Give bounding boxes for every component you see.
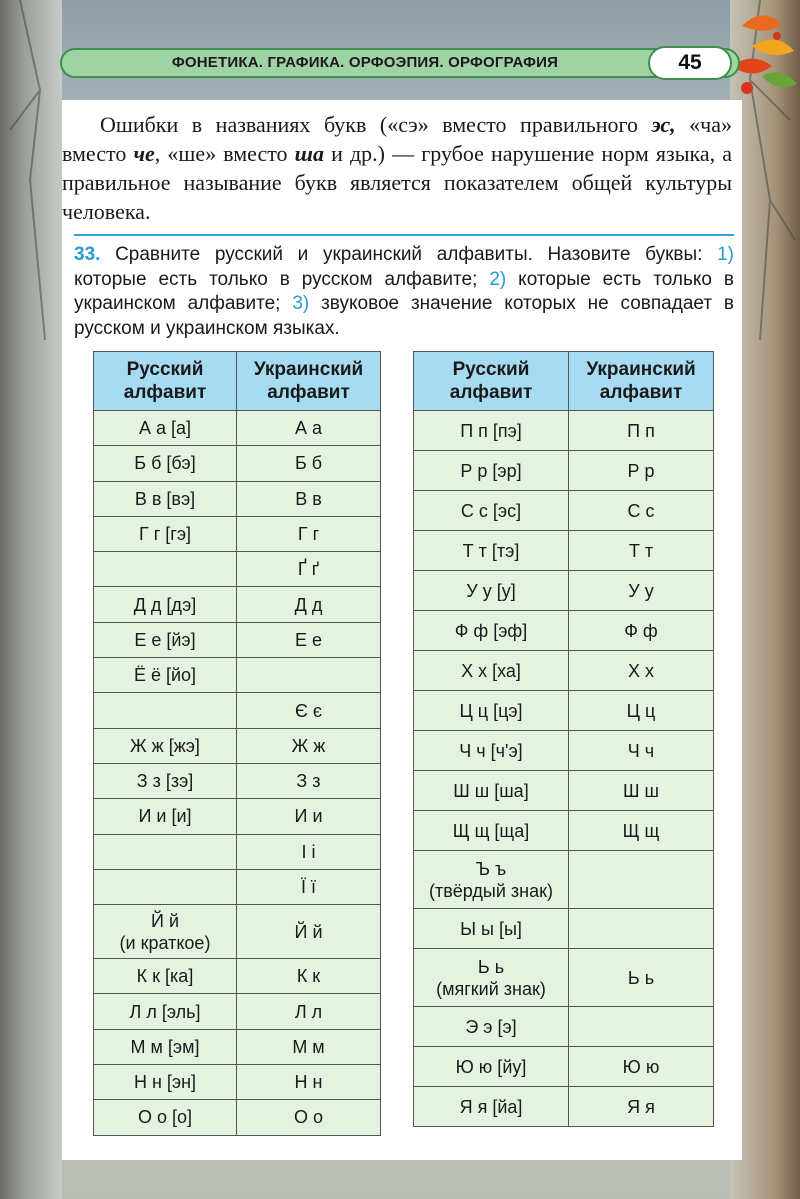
ukrainian-letter-cell — [237, 799, 381, 834]
russian-letter-cell — [94, 834, 237, 869]
task-marker: 1) — [717, 244, 734, 265]
ukrainian-letter-cell — [237, 658, 381, 693]
russian-letter-cell — [94, 905, 237, 959]
russian-letter: К к [ка] — [136, 966, 194, 987]
ukrainian-letter-cell — [237, 622, 381, 657]
task-marker: 3) — [292, 293, 310, 314]
table-row — [414, 851, 714, 909]
table-row — [94, 693, 381, 728]
table-row — [414, 1087, 714, 1127]
table-row — [414, 491, 714, 531]
ukrainian-letter-cell — [569, 851, 714, 909]
russian-letter: Я я [йа] — [459, 1096, 523, 1117]
alphabet-table-right — [413, 351, 714, 1127]
divider-line — [74, 234, 734, 236]
ukrainian-letter-cell — [569, 731, 714, 771]
russian-letter-cell — [94, 516, 237, 551]
russian-letter-cell — [414, 451, 569, 491]
ukrainian-letter-cell — [237, 411, 381, 446]
ukrainian-letter-cell — [569, 1007, 714, 1047]
russian-letter: Р р [эр] — [460, 460, 522, 481]
ukrainian-letter: Ї ї — [300, 877, 316, 897]
russian-letter-cell — [94, 622, 237, 657]
russian-letter: П п [пэ] — [460, 420, 522, 441]
ukrainian-letter-cell — [237, 905, 381, 959]
table-row — [94, 763, 381, 798]
ukrainian-letter-cell — [237, 552, 381, 587]
ukrainian-letter: З з — [296, 771, 321, 792]
ukrainian-letter-cell — [569, 811, 714, 851]
table-row — [414, 731, 714, 771]
ukrainian-letter: Я я — [627, 1096, 655, 1117]
ukrainian-letter-cell — [237, 1100, 381, 1135]
ukrainian-letter: Ж ж — [291, 735, 326, 756]
ukrainian-letter-cell — [237, 516, 381, 551]
russian-letter-cell — [94, 869, 237, 904]
ukrainian-letter-cell — [237, 587, 381, 622]
ukrainian-letter-cell — [237, 1029, 381, 1064]
ukrainian-letter-cell — [569, 1087, 714, 1127]
russian-letter-cell — [414, 731, 569, 771]
table-row — [414, 1047, 714, 1087]
ukrainian-letter-cell — [237, 481, 381, 516]
russian-letter-cell — [414, 691, 569, 731]
russian-letter: И и [и] — [138, 806, 192, 827]
russian-letter: Ё ё [йо] — [133, 665, 197, 686]
table-row — [94, 446, 381, 481]
ukrainian-letter: О о — [293, 1107, 323, 1128]
russian-letter-cell — [94, 1065, 237, 1100]
table-row — [94, 799, 381, 834]
ukrainian-letter-cell — [237, 959, 381, 994]
exercise-text: которые есть только в русском алфавите; — [74, 268, 490, 290]
russian-letter: Ц ц [цэ] — [459, 700, 523, 721]
ukrainian-letter-cell — [237, 763, 381, 798]
russian-letter: У у [у] — [466, 580, 516, 601]
table-row — [94, 481, 381, 516]
letter-note: (и краткое) — [119, 932, 211, 953]
russian-letter-cell — [94, 959, 237, 994]
ukrainian-letter: И и — [294, 806, 323, 827]
russian-letter: Л л [эль] — [129, 1001, 201, 1022]
russian-letter-cell — [94, 799, 237, 834]
ukrainian-letter: П п — [627, 420, 655, 441]
russian-letter: Ъ ъ — [475, 858, 507, 879]
russian-letter: Д д [дэ] — [133, 594, 197, 615]
russian-letter-cell — [94, 728, 237, 763]
russian-letter: Ч ч [ч'э] — [459, 740, 523, 761]
page-number: 45 — [648, 46, 732, 80]
russian-letter-cell — [94, 1100, 237, 1135]
ukrainian-letter-cell — [569, 909, 714, 949]
russian-letter-cell — [414, 909, 569, 949]
russian-letter: Х х [ха] — [461, 660, 521, 681]
table-row — [414, 771, 714, 811]
ukrainian-letter: Ґ ґ — [297, 559, 320, 580]
ukrainian-letter-cell — [569, 611, 714, 651]
ukrainian-letter-cell — [569, 411, 714, 451]
exercise-text: звуковое значение которых не совпадает в русском и украинском языках. — [74, 293, 734, 339]
russian-letter-cell — [94, 481, 237, 516]
russian-letter-cell — [94, 411, 237, 446]
ukrainian-letter-cell — [569, 491, 714, 531]
exercise-33 — [74, 243, 734, 341]
table-row — [94, 1100, 381, 1135]
russian-letter: Ж ж [жэ] — [130, 735, 200, 756]
russian-letter-cell — [94, 1029, 237, 1064]
russian-letter: Н н [эн] — [133, 1072, 197, 1093]
header-label: Украинский — [586, 359, 696, 380]
ukrainian-letter-cell — [237, 834, 381, 869]
ukrainian-letter: У у — [628, 580, 654, 601]
exercise-text: которые есть только в украинском алфавите; — [74, 268, 734, 314]
ukrainian-letter: Ь ь — [627, 967, 655, 988]
ukrainian-letter: Н н — [294, 1072, 323, 1093]
table-row — [94, 959, 381, 994]
ukrainian-letter: Е е — [294, 629, 323, 650]
russian-letter-cell — [414, 1007, 569, 1047]
ukrainian-letter: Г г — [297, 524, 320, 545]
ukrainian-letter: Ф ф — [624, 620, 658, 641]
russian-letter-cell — [414, 811, 569, 851]
table-row — [94, 869, 381, 904]
section-title: ФОНЕТИКА. ГРАФИКА. ОРФОЭПИЯ. ОРФОГРАФИЯ — [171, 54, 559, 71]
russian-letter-cell — [414, 949, 569, 1007]
rule-emphasis: ша — [294, 141, 324, 166]
header-russian — [94, 352, 237, 411]
letter-note: (мягкий знак) — [436, 978, 546, 999]
ukrainian-letter-cell — [237, 994, 381, 1029]
ukrainian-letter: Л л — [294, 1001, 323, 1022]
russian-letter: Ф ф [эф] — [454, 620, 528, 641]
ukrainian-letter: Є є — [294, 700, 323, 721]
ukrainian-letter-cell — [569, 771, 714, 811]
ukrainian-letter: Х х — [627, 660, 654, 681]
ukrainian-letter: Ч ч — [627, 740, 655, 761]
russian-letter-cell — [94, 446, 237, 481]
header-label: алфавит — [599, 382, 683, 403]
ukrainian-letter-cell — [237, 1065, 381, 1100]
russian-letter-cell — [414, 531, 569, 571]
ukrainian-letter: А а — [294, 418, 323, 439]
table-row — [414, 571, 714, 611]
russian-letter-cell — [414, 851, 569, 909]
russian-letter-cell — [414, 651, 569, 691]
ukrainian-letter-cell — [569, 949, 714, 1007]
table-row — [414, 1007, 714, 1047]
exercise-number: 33. — [74, 244, 101, 265]
russian-letter: Э э [э] — [465, 1016, 517, 1037]
ukrainian-letter: Ю ю — [622, 1056, 660, 1077]
ukrainian-letter-cell — [237, 869, 381, 904]
russian-letter-cell — [414, 571, 569, 611]
russian-letter: Й й — [151, 910, 179, 931]
header-ukrainian — [569, 352, 714, 411]
table-row — [414, 909, 714, 949]
table-row — [94, 658, 381, 693]
header-label: алфавит — [267, 382, 350, 403]
russian-letter-cell — [414, 491, 569, 531]
rule-text-part: , «ше» вместо — [154, 141, 295, 166]
rule-text-part: Ошибки в названиях букв («сэ» вместо правильного — [100, 112, 652, 137]
table-row — [94, 552, 381, 587]
russian-letter: Г г [гэ] — [138, 524, 192, 545]
ukrainian-letter: Ц ц — [626, 700, 656, 721]
ukrainian-letter-cell — [569, 1047, 714, 1087]
header-label: алфавит — [449, 382, 533, 403]
russian-letter-cell — [414, 771, 569, 811]
exercise-text: Сравните русский и украинский алфавиты. Назовите буквы: — [100, 244, 718, 265]
table-row — [414, 531, 714, 571]
table-row — [94, 411, 381, 446]
table-row — [414, 611, 714, 651]
russian-letter-cell — [414, 411, 569, 451]
ukrainian-letter-cell — [237, 446, 381, 481]
russian-letter-cell — [94, 693, 237, 728]
russian-letter-cell — [94, 587, 237, 622]
russian-letter: Б б [бэ] — [134, 453, 196, 474]
table-row — [94, 587, 381, 622]
russian-letter: Ы ы [ы] — [460, 918, 522, 939]
russian-letter-cell — [414, 1087, 569, 1127]
table-row — [94, 905, 381, 959]
header-label: Украинский — [253, 359, 364, 380]
russian-letter: З з [зэ] — [136, 771, 194, 792]
table-row — [94, 622, 381, 657]
header-label: Русский — [126, 359, 204, 380]
rule-emphasis: че — [133, 141, 155, 166]
russian-letter: А а [а] — [138, 418, 192, 439]
table-row — [94, 834, 381, 869]
ukrainian-letter: Ш ш — [623, 780, 659, 801]
table-row — [414, 651, 714, 691]
rule-text-part: «ча» вместо — [62, 112, 732, 166]
letter-note: (твёрдый знак) — [429, 880, 553, 901]
table-row — [414, 451, 714, 491]
russian-letter: Ь ь — [477, 956, 505, 977]
ukrainian-letter: Т т — [628, 540, 654, 561]
russian-letter: С с [эс] — [460, 500, 522, 521]
russian-letter: Щ щ [ща] — [452, 820, 530, 841]
ukrainian-letter: К к — [296, 966, 321, 987]
ukrainian-letter: М м — [292, 1036, 325, 1057]
header-ukrainian — [237, 352, 381, 411]
ukrainian-letter: Д д — [294, 594, 323, 615]
header-russian — [414, 352, 569, 411]
table-row — [414, 411, 714, 451]
ukrainian-letter-cell — [237, 693, 381, 728]
russian-letter: Т т [тэ] — [462, 540, 520, 561]
russian-letter: Ю ю [йу] — [455, 1056, 527, 1077]
russian-letter-cell — [94, 994, 237, 1029]
task-marker: 2) — [489, 268, 507, 290]
ukrainian-letter-cell — [569, 571, 714, 611]
russian-letter-cell — [94, 658, 237, 693]
ukrainian-letter-cell — [569, 651, 714, 691]
ukrainian-letter: Щ щ — [622, 820, 660, 841]
ukrainian-letter-cell — [569, 691, 714, 731]
ukrainian-letter: С с — [627, 500, 655, 521]
table-row — [414, 811, 714, 851]
rule-emphasis: эс, — [651, 112, 676, 137]
table-row — [94, 516, 381, 551]
table-row — [94, 994, 381, 1029]
ukrainian-letter: Б б — [294, 453, 323, 474]
ukrainian-letter: Р р — [627, 460, 655, 481]
header-label: Русский — [452, 359, 530, 380]
ukrainian-letter: Й й — [294, 921, 323, 942]
russian-letter-cell — [94, 763, 237, 798]
table-row — [94, 1065, 381, 1100]
rule-text-part: и др.) — грубое нарушение норм языка, а правильное называние букв является показателем общей культуры человека. — [62, 141, 732, 224]
ukrainian-letter-cell — [569, 451, 714, 491]
table-row — [414, 949, 714, 1007]
alphabet-table-left — [93, 351, 381, 1136]
russian-letter: М м [эм] — [130, 1036, 200, 1057]
ukrainian-letter-cell — [569, 531, 714, 571]
header-label: алфавит — [123, 382, 207, 403]
russian-letter-cell — [414, 1047, 569, 1087]
russian-letter: О о [о] — [137, 1107, 193, 1128]
russian-letter-cell — [94, 552, 237, 587]
russian-letter: Ш ш [ша] — [453, 780, 529, 801]
ukrainian-letter-cell — [237, 728, 381, 763]
russian-letter: Е е [йэ] — [134, 629, 196, 650]
table-row — [94, 1029, 381, 1064]
ukrainian-letter: І і — [301, 841, 316, 862]
table-row — [94, 728, 381, 763]
ukrainian-letter: В в — [295, 488, 322, 509]
rule-paragraph — [62, 110, 732, 226]
russian-letter: В в [вэ] — [134, 488, 196, 509]
russian-letter-cell — [414, 611, 569, 651]
table-row — [414, 691, 714, 731]
